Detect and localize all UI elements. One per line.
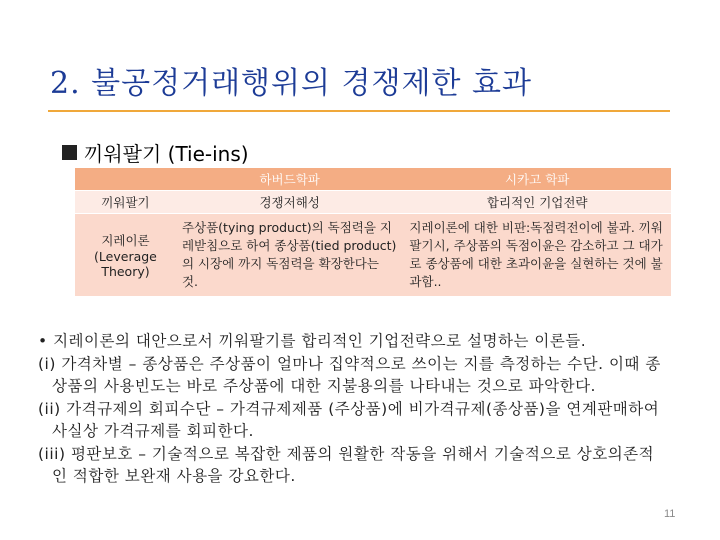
body-paragraph: • 지레이론의 대안으로서 끼워팔기를 합리적인 기업전략으로 설명하는 이론들. bbox=[38, 332, 587, 350]
row-label-tie-ins: 끼워팔기 bbox=[75, 191, 176, 214]
title-underline bbox=[48, 110, 670, 112]
subheading bbox=[62, 138, 249, 167]
table-row bbox=[75, 214, 671, 297]
cell-chicago-view: 합리적인 기업전략 bbox=[403, 191, 671, 214]
cell-harvard-leverage: 주상품(tying product)의 독점력을 지레받침으로 하여 종상품(tied product)의 시장에 까지 독점력을 확장한다는 것. bbox=[176, 214, 403, 297]
comparison-table bbox=[75, 168, 671, 297]
table-row bbox=[75, 191, 671, 214]
cell-harvard-view: 경쟁저해성 bbox=[176, 191, 403, 214]
body-paragraph: (ii) 가격규제의 회피수단 – 가격규제제품 (주상품)에 비가격규제(종상품)을 연계판매하여 사실상 가격규제를 회피한다. bbox=[38, 399, 660, 440]
table-corner-cell bbox=[75, 168, 176, 191]
subheading-text: 끼워팔기 (Tie-ins) bbox=[84, 142, 249, 166]
square-bullet-icon bbox=[62, 145, 77, 160]
header-harvard-school: 하버드학파 bbox=[176, 168, 403, 191]
slide-title: 2. 불공정거래행위의 경쟁제한 효과 bbox=[50, 66, 532, 101]
body-paragraph: (iii) 평판보호 – 기술적으로 복잡한 제품의 원활한 작동을 위해서 기술적으로 상호의존적인 적합한 보완재 사용을 강요한다. bbox=[38, 444, 655, 485]
table-header-row bbox=[75, 168, 671, 191]
cell-chicago-leverage: 지레이론에 대한 비판:독점력전이에 불과. 끼워팔기시, 주상품의 독점이윤은 감소하고 그 대가로 종상품에 대한 초과이윤을 실현하는 것에 불과함.. bbox=[403, 214, 671, 297]
body-paragraph: (i) 가격차별 – 종상품은 주상품이 얼마나 집약적으로 쓰이는 지를 측정하는 수단. 이때 종상품의 사용빈도는 바로 주상품에 대한 지불용의를 나타내는 것으로 파악한다. bbox=[38, 354, 661, 395]
body-text bbox=[38, 330, 668, 488]
page-number: 11 bbox=[664, 508, 676, 520]
header-chicago-school: 시카고 학파 bbox=[403, 168, 671, 191]
row-label-leverage-theory: 지레이론 (Leverage Theory) bbox=[75, 214, 176, 297]
